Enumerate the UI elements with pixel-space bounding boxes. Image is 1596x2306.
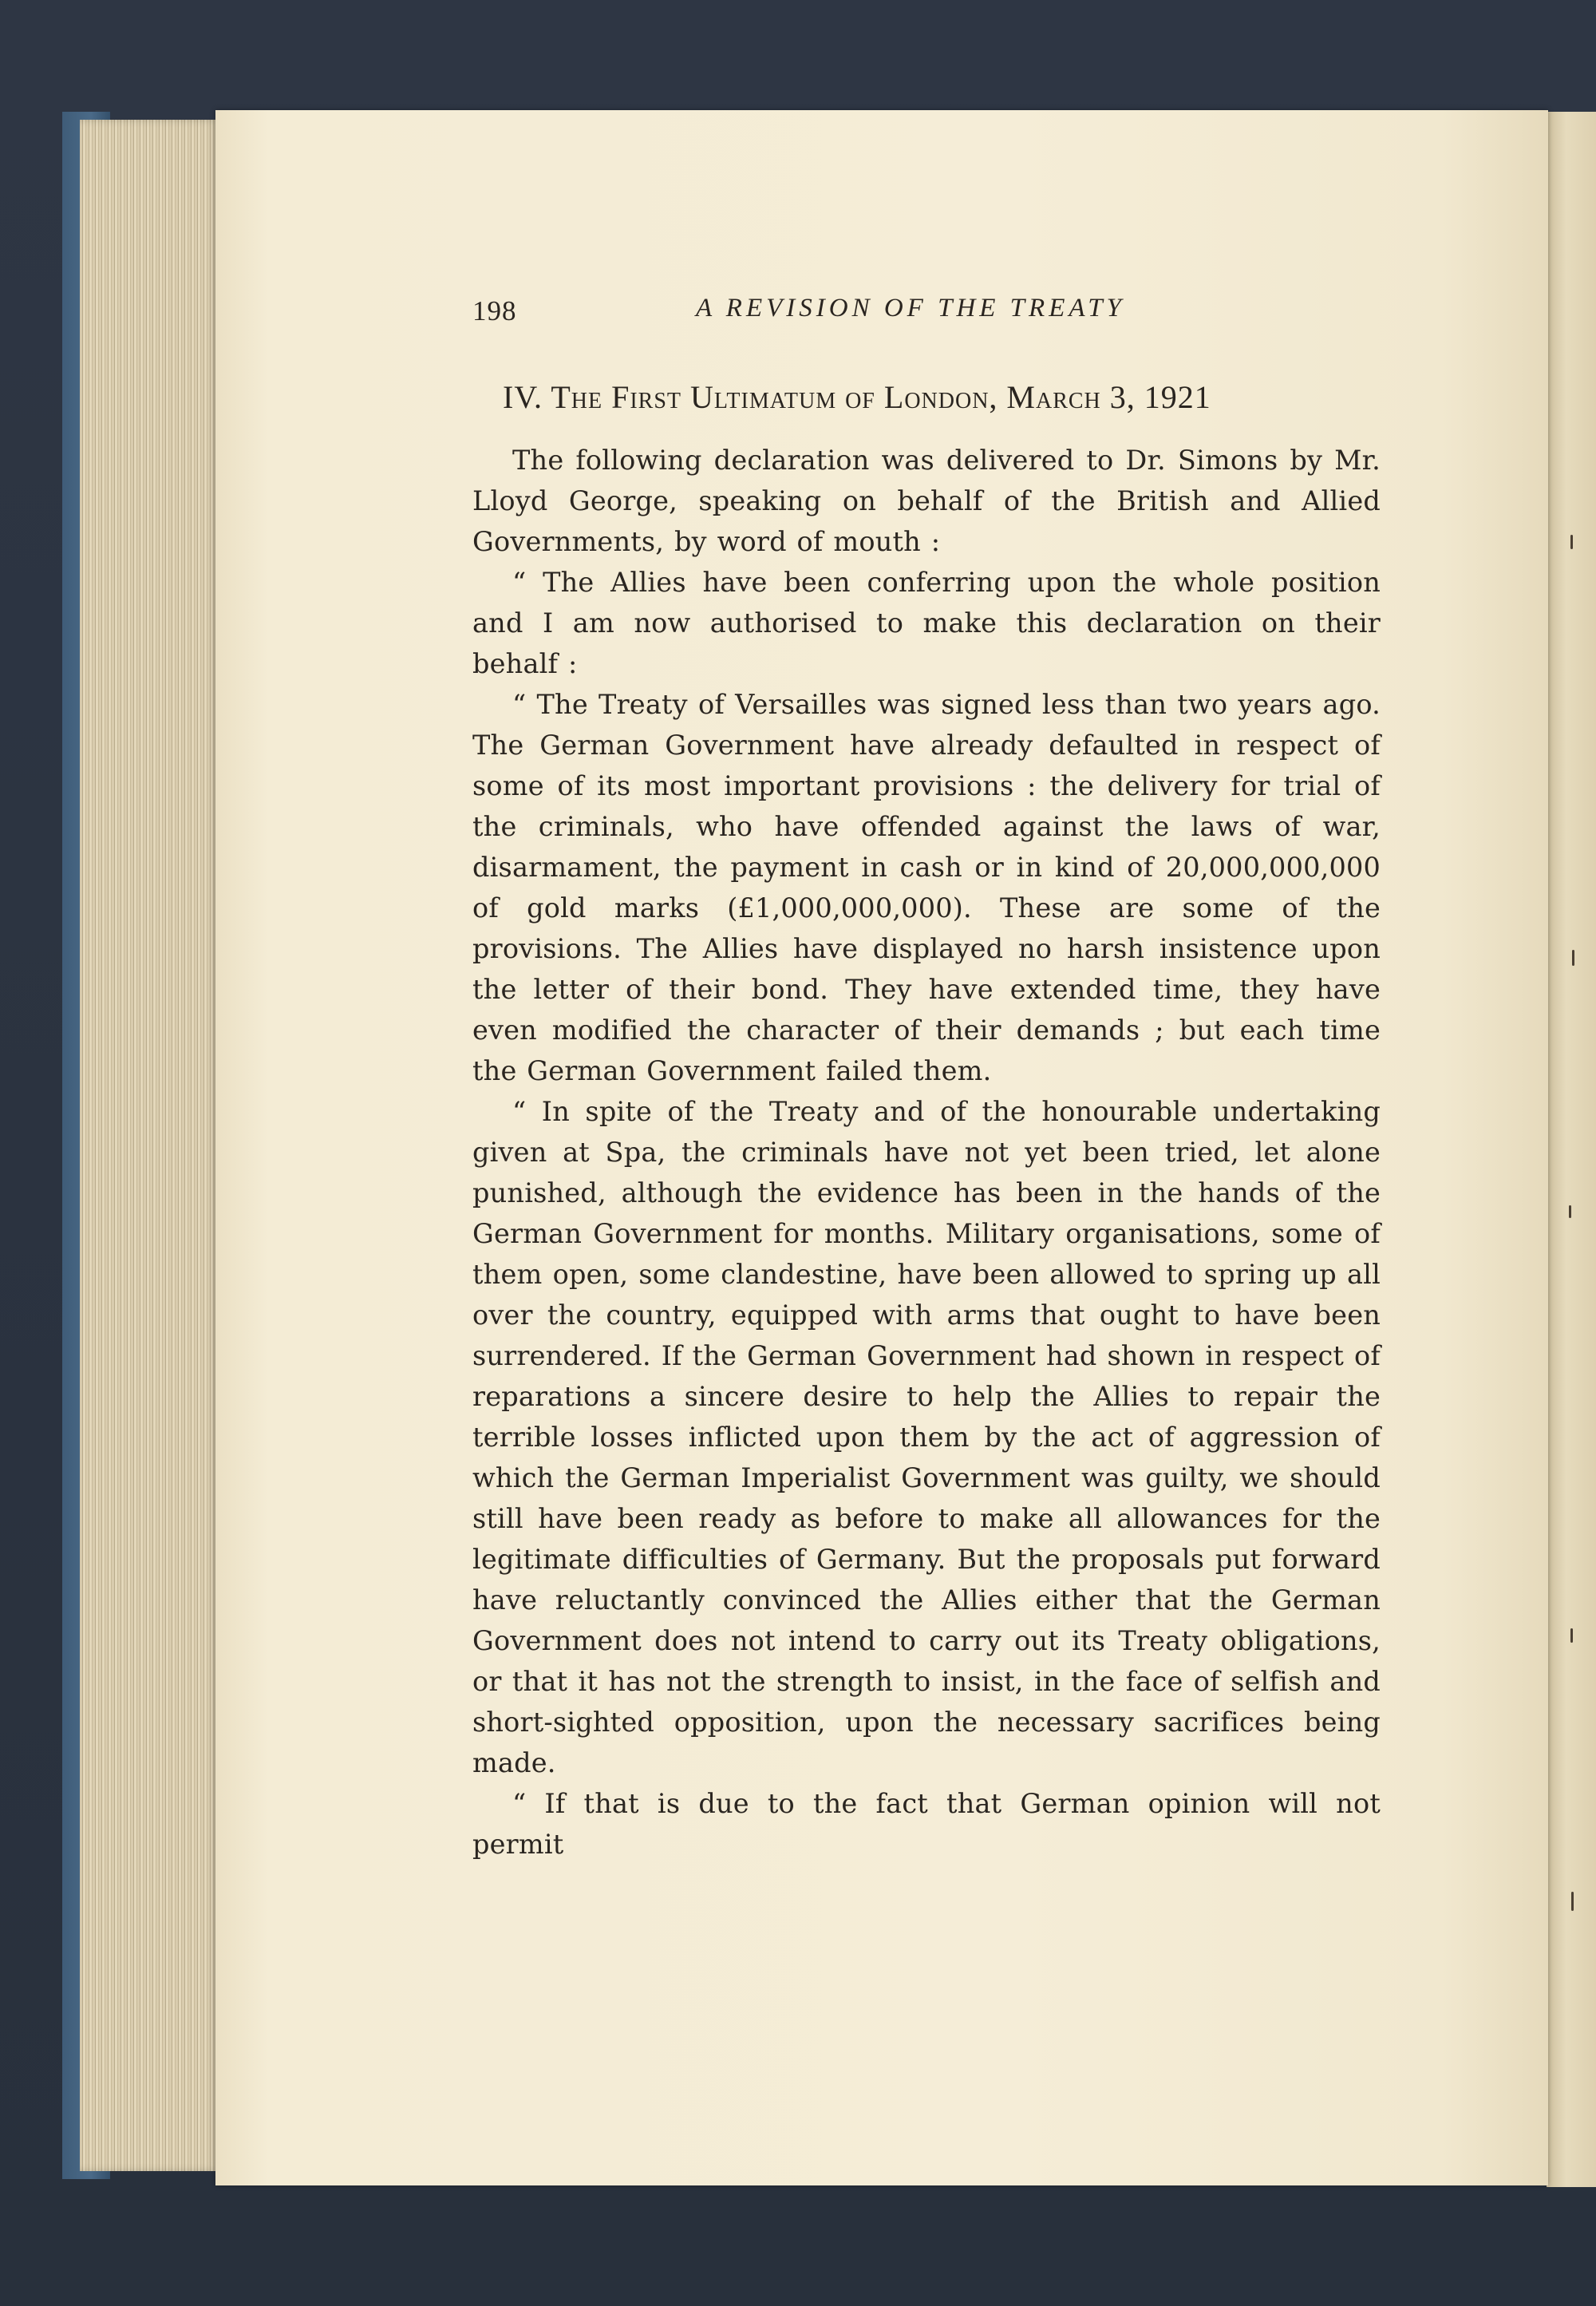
paragraph: “ In spite of the Treaty and of the honourable undertaking given at Spa, the criminals have not yet been tried, let alone punished, although the evidence has been in the hands of the German Government for months. Military organisations, some of them open, some clandestine, have been allowed to spring up all over the country, equipped with arms that ought to have been surrendered. If the German Government had shown in respect of reparations a sincere desire to help the Allies to repair the terrible losses inflicted upon them by the act of aggression of which the German Imperialist Government was guilty, we should still have been ready as before to make all allowances for the legitimate difficulties of Germany. But the proposals put forward have reluctantly convinced the Allies either that the German Government does not intend to carry out its Treaty obligations, or that it has not the strength to insist, in the face of selfish and short-sighted opposition, upon the necessary sacrifices being made. bbox=[472, 1096, 1381, 1778]
paragraph: “ The Allies have been conferring upon the whole position and I am now authorised to make this declaration on their behalf : bbox=[472, 567, 1381, 679]
paragraph: The following declaration was delivered to Dr. Simons by Mr. Lloyd George, speaking on behalf of the British and Allied Governments, by word of mouth : bbox=[472, 445, 1381, 557]
page-edges bbox=[80, 120, 219, 2171]
body-text bbox=[472, 440, 1381, 1865]
paragraph: “ The Treaty of Versailles was signed less than two years ago. The German Government have already defaulted in respect of some of its most important provisions : the delivery for trial of the criminals, who have offended against the laws of war, disarmament, the payment in cash or in kind of 20,000,000,000 of gold marks (£1,000,000,000). These are some of the provisions. The Allies have displayed no harsh insistence upon the letter of their bond. They have extended time, they have even modified the character of their demands ; but each time the German Government failed them. bbox=[472, 689, 1381, 1086]
running-title: A REVISION OF THE TREATY bbox=[696, 294, 1125, 322]
page-number: 198 bbox=[472, 295, 517, 326]
paragraph: “ If that is due to the fact that German opinion will not permit bbox=[472, 1788, 1381, 1860]
facing-page-edge bbox=[1547, 112, 1596, 2187]
running-head bbox=[472, 289, 1381, 337]
page-text bbox=[472, 289, 1381, 1865]
section-heading: IV. The First Ultimatum of London, March 3, 1921 bbox=[503, 379, 1211, 415]
